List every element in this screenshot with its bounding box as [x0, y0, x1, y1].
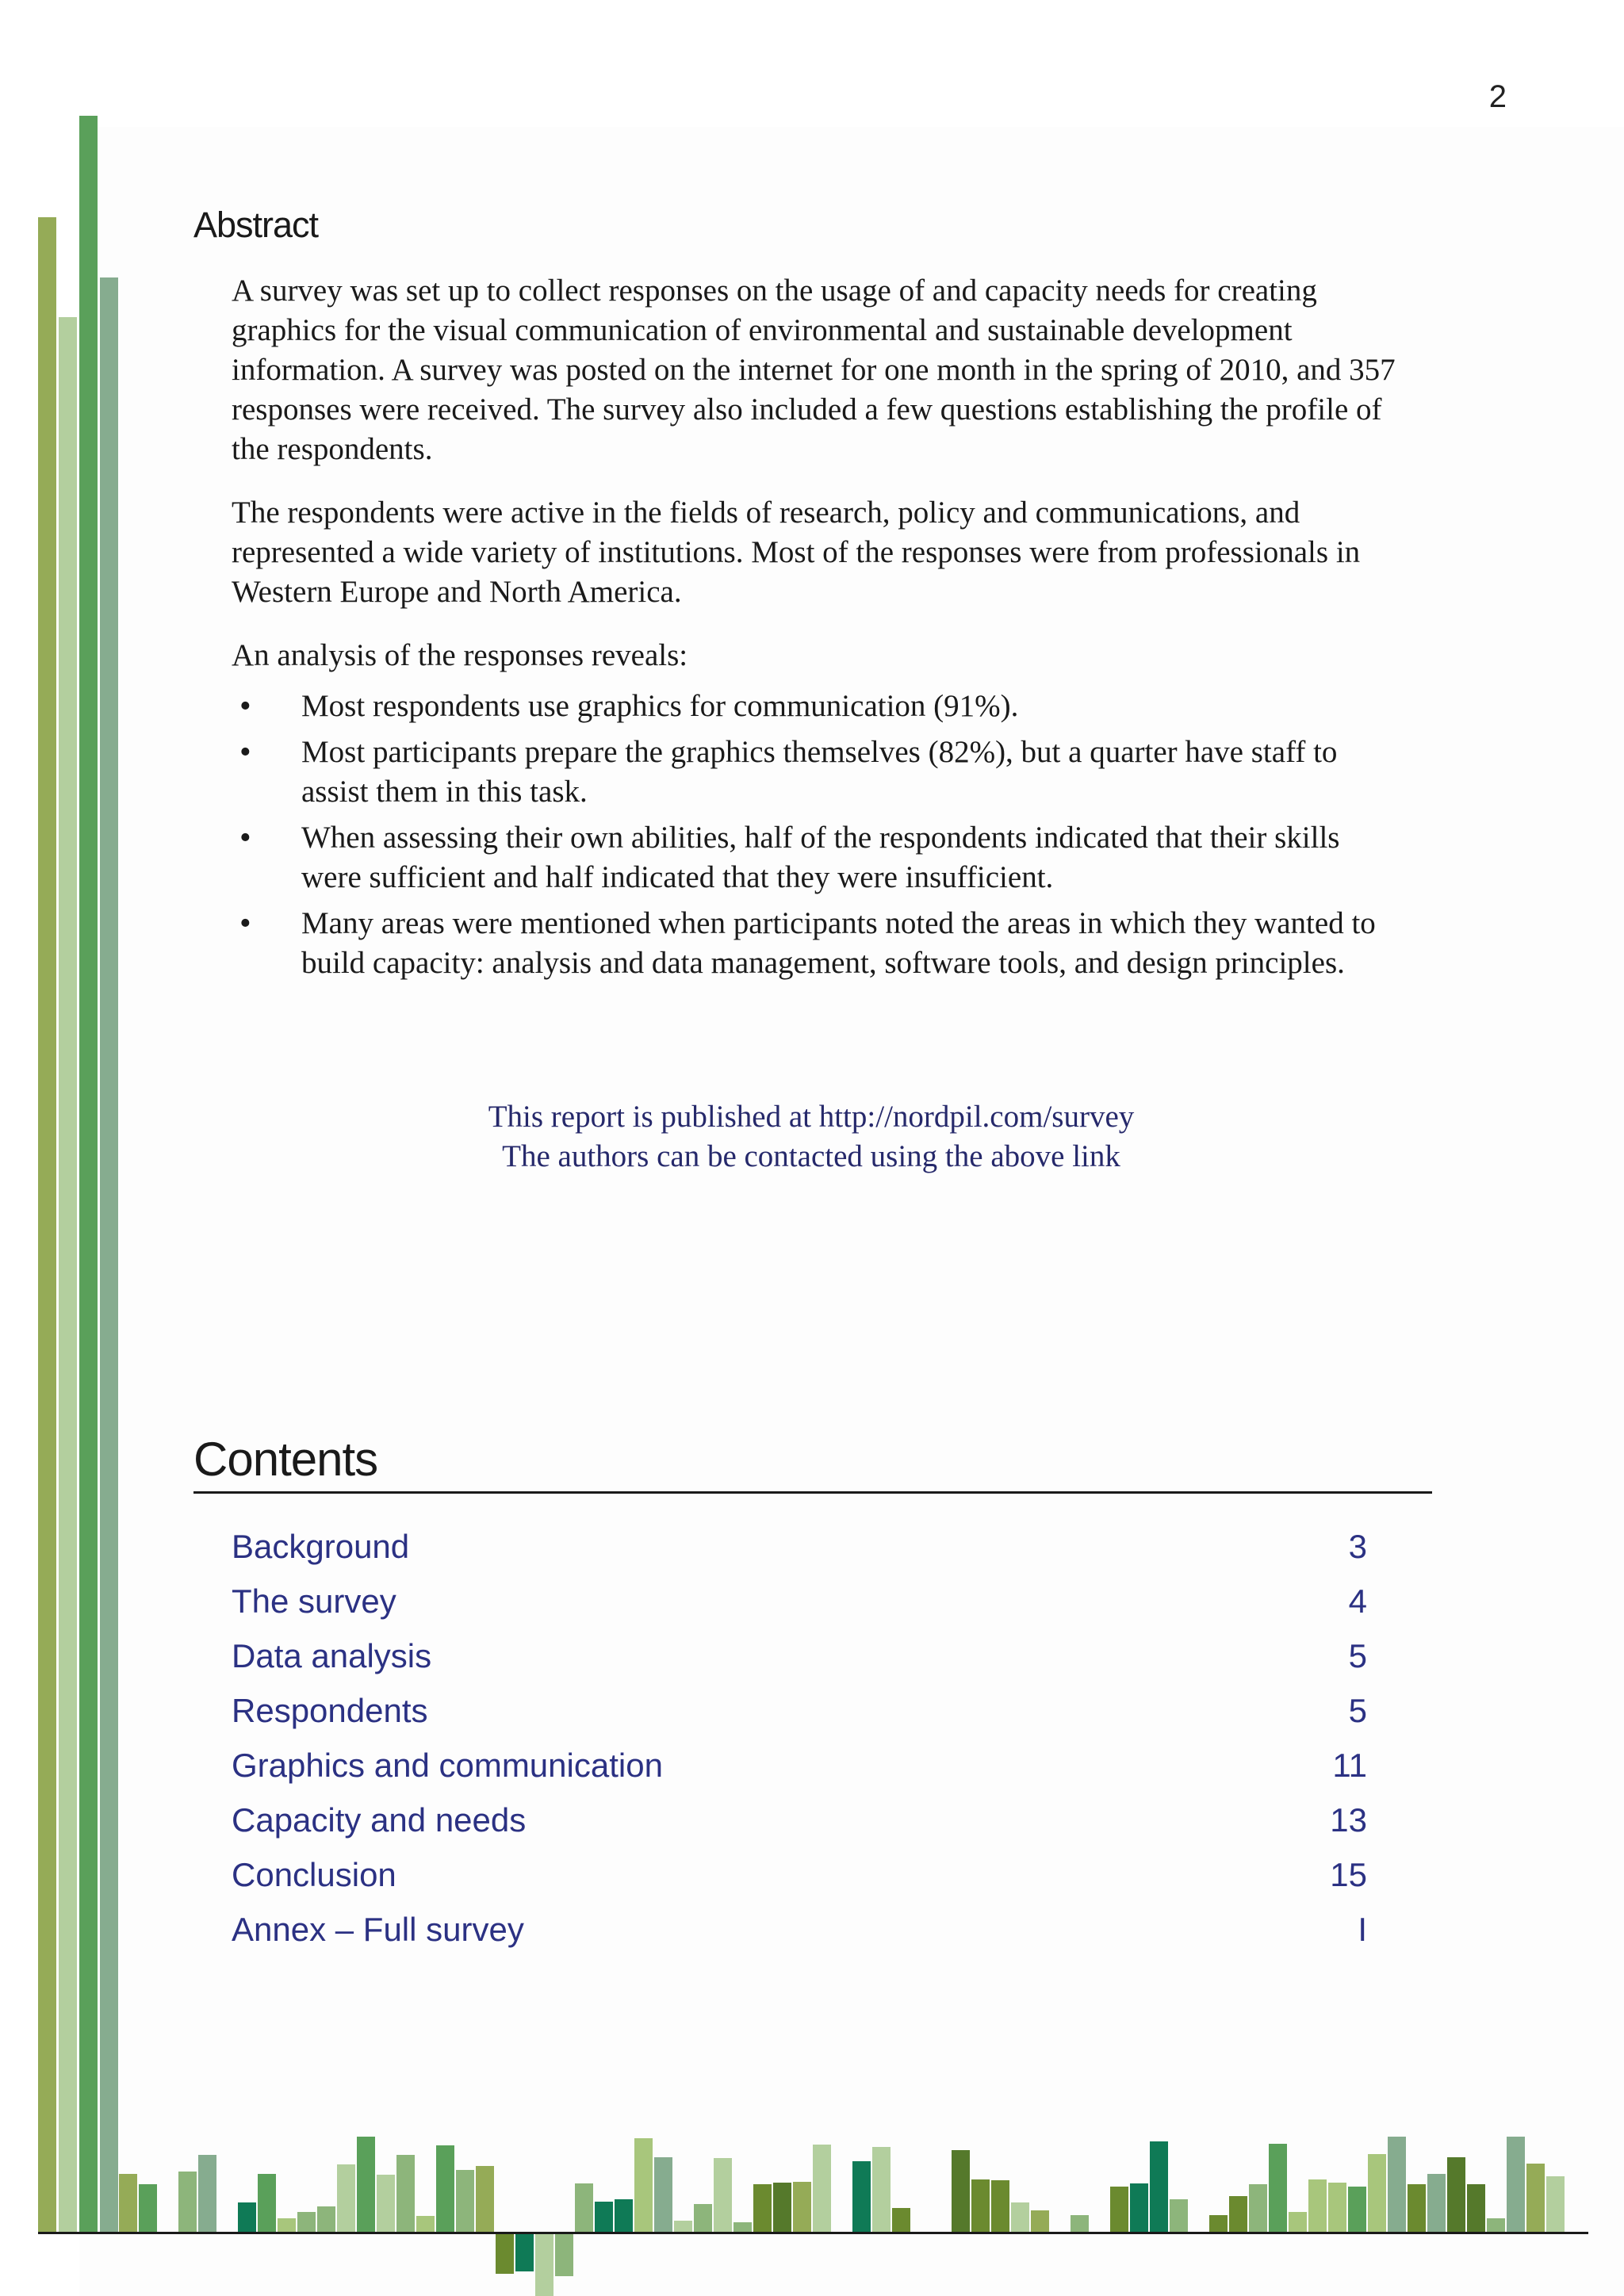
decorative-bar	[258, 2174, 276, 2232]
decorative-bar	[1348, 2187, 1366, 2232]
decorative-bar	[1408, 2184, 1426, 2232]
decorative-bar	[1546, 2176, 1565, 2232]
decorative-bar	[1507, 2137, 1525, 2232]
toc-entry[interactable]	[232, 1628, 1367, 1683]
decorative-bar	[1487, 2218, 1505, 2232]
decorative-bar	[1269, 2144, 1287, 2232]
decorative-bar	[1289, 2212, 1307, 2232]
decorative-bar	[793, 2182, 811, 2232]
toc-entry-title: Annex – Full survey	[232, 1910, 524, 1948]
contents-divider	[193, 1491, 1432, 1494]
finding-item: • When assessing their own abilities, half of the respondents indicated that their skills were sufficient and half indicated that they were insufficient.	[232, 818, 1397, 897]
toc-entry-page: 15	[1330, 1855, 1367, 1893]
decorative-bar	[1229, 2196, 1247, 2232]
decorative-bar	[852, 2161, 871, 2232]
decorative-bar	[456, 2170, 474, 2232]
toc-entry-page: 3	[1348, 1527, 1367, 1565]
decorative-bar	[1150, 2141, 1168, 2232]
toc-entry-title: Graphics and communication	[232, 1746, 663, 1784]
toc-entry-title: Data analysis	[232, 1636, 432, 1674]
decorative-bar	[694, 2204, 712, 2232]
toc-entry[interactable]	[232, 1738, 1367, 1793]
decorative-bar	[991, 2180, 1009, 2232]
decorative-bar	[139, 2184, 157, 2232]
decorative-bar	[1447, 2157, 1465, 2232]
decorative-bar	[1011, 2202, 1029, 2232]
decorative-bar	[615, 2199, 633, 2232]
decorative-bar	[634, 2138, 653, 2232]
abstract-body	[232, 271, 1397, 989]
decorative-bar	[1427, 2174, 1446, 2232]
decorative-bar	[476, 2166, 494, 2232]
toc-entry[interactable]	[232, 1793, 1367, 1847]
abstract-paragraph: A survey was set up to collect responses on the usage of and capacity needs for creating graphics for the visual communication of environmental and sustainable development information. A survey was posted on the internet for one month in the spring of 2010, and 357 responses were received. The survey also included a few questions establishing the profile of the respondents.	[232, 274, 1396, 466]
toc-entry-page: 11	[1332, 1746, 1367, 1784]
decorative-bar	[1130, 2183, 1148, 2232]
decorative-bar	[1209, 2215, 1228, 2232]
decorative-bar	[119, 2174, 137, 2232]
toc-entry-page: 5	[1348, 1636, 1367, 1674]
decorative-bar	[1526, 2164, 1545, 2232]
toc-entry[interactable]	[232, 1847, 1367, 1902]
toc-entry-title: The survey	[232, 1582, 396, 1620]
toc-entry-title: Background	[232, 1527, 410, 1565]
abstract-paragraph: The respondents were active in the fields of research, policy and communications, and represented a wide variety of institutions. Most of the responses were from professionals in Western Europe and North America.	[232, 496, 1361, 609]
decorative-bar	[714, 2158, 732, 2232]
decorative-bar	[1388, 2137, 1406, 2232]
decorative-bar	[416, 2216, 435, 2232]
toc-entry-page: 4	[1348, 1582, 1367, 1620]
toc-entry-title: Capacity and needs	[232, 1800, 527, 1839]
toc-entry[interactable]	[232, 1519, 1367, 1574]
decorative-bar	[872, 2147, 891, 2232]
toc-entry-page: 5	[1348, 1691, 1367, 1729]
table-of-contents	[232, 1519, 1367, 1957]
decorative-bar	[377, 2175, 395, 2232]
decorative-bar	[813, 2145, 831, 2232]
publish-note-contact-line: The authors can be contacted using the above link	[502, 1139, 1120, 1173]
page-number: 2	[1488, 79, 1507, 114]
decorative-bar	[1071, 2215, 1089, 2232]
decorative-bar	[337, 2164, 355, 2232]
decorative-bar	[1249, 2184, 1267, 2232]
decorative-bar	[1110, 2187, 1128, 2232]
decorative-bar	[396, 2155, 415, 2232]
abstract-paragraph: An analysis of the responses reveals:	[232, 638, 688, 672]
decorative-bar	[753, 2184, 772, 2232]
decorative-bar	[238, 2202, 256, 2232]
decorative-bar	[952, 2150, 970, 2232]
toc-entry-page: 13	[1330, 1800, 1367, 1839]
decorative-bar	[733, 2222, 752, 2232]
toc-entry[interactable]	[232, 1574, 1367, 1628]
finding-item: • Most respondents use graphics for communication (91%).	[232, 687, 1397, 726]
toc-entry-title: Respondents	[232, 1691, 428, 1729]
decorative-bar	[892, 2208, 910, 2232]
decorative-bar	[1467, 2184, 1485, 2232]
decorative-bar	[674, 2221, 692, 2232]
decorative-bar	[654, 2157, 672, 2232]
decorative-bar	[297, 2212, 316, 2232]
decorative-bar	[555, 2233, 573, 2276]
decorative-bar	[1031, 2210, 1049, 2232]
decorative-bar	[971, 2179, 990, 2232]
publish-note	[0, 1097, 1624, 1177]
decorative-bar	[575, 2183, 593, 2232]
abstract-heading: Abstract	[193, 205, 319, 245]
decorative-bar	[496, 2233, 514, 2274]
decorative-bar	[1308, 2179, 1327, 2232]
findings-list	[232, 687, 1397, 983]
decorative-bar	[1328, 2183, 1346, 2232]
contents-heading: Contents	[193, 1433, 378, 1486]
decorative-bar	[595, 2202, 613, 2232]
publish-note-link-line[interactable]: This report is published at http://nordpil.com/survey	[488, 1100, 1135, 1134]
toc-entry-page: I	[1358, 1910, 1367, 1948]
decorative-bar	[1170, 2199, 1188, 2232]
finding-item: • Many areas were mentioned when participants noted the areas in which they wanted to build capacity: analysis and data management, software tools, and design principles.	[232, 904, 1397, 983]
decorative-bar	[1368, 2154, 1386, 2232]
decorative-bar	[357, 2137, 375, 2232]
decorative-bar	[198, 2155, 216, 2232]
toc-entry-title: Conclusion	[232, 1855, 396, 1893]
decorative-bar	[436, 2145, 454, 2232]
decorative-bar	[773, 2183, 791, 2232]
decorative-baseline	[38, 2232, 1588, 2234]
toc-entry[interactable]	[232, 1683, 1367, 1738]
finding-item: • Most participants prepare the graphics themselves (82%), but a quarter have staff to assist them in this task.	[232, 733, 1397, 812]
decorative-bar	[317, 2206, 335, 2232]
decorative-bar	[278, 2218, 296, 2232]
toc-entry[interactable]	[232, 1902, 1367, 1957]
decorative-bar	[535, 2233, 553, 2296]
decorative-bar	[515, 2233, 534, 2271]
decorative-bar	[178, 2172, 197, 2232]
